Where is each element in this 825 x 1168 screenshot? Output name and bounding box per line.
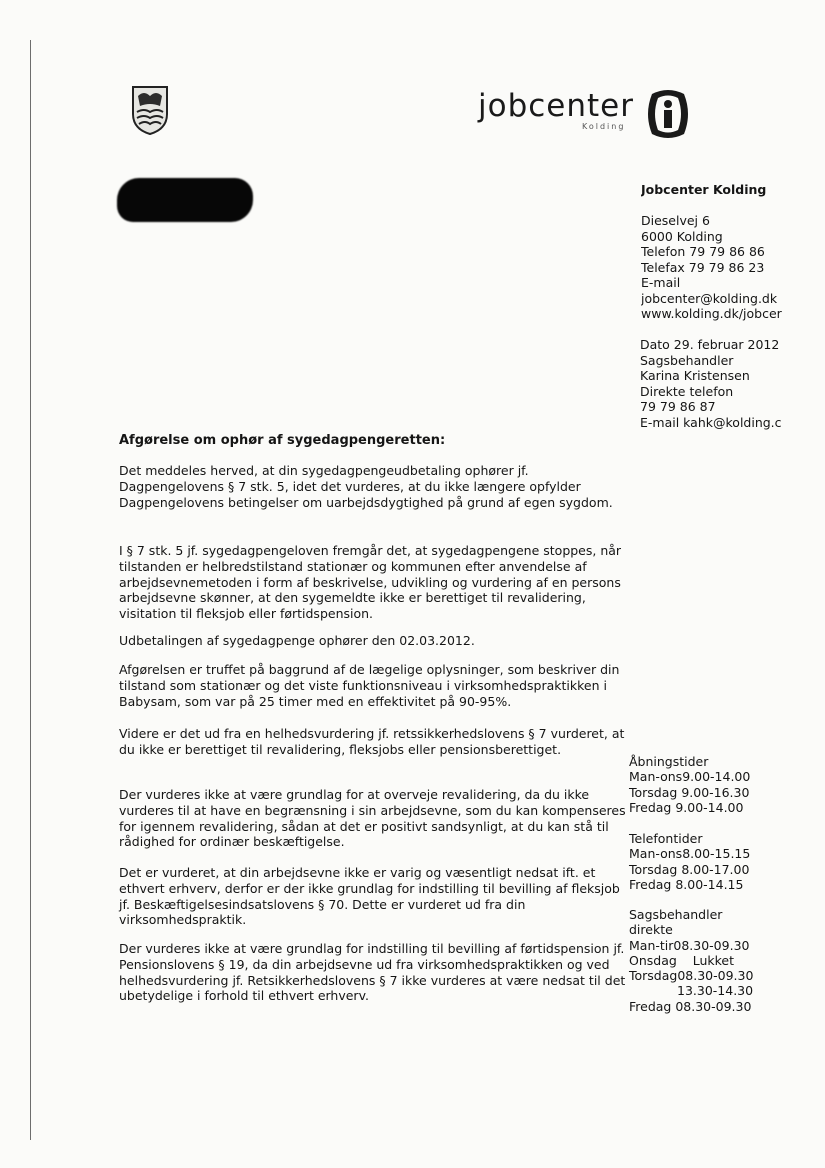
caseworker-hours-row: Man-tir08.30-09.30 (629, 937, 750, 953)
opening-hours-title: Åbningstider (629, 754, 709, 769)
caseworker-hours-title: Sagsbehandler (629, 907, 723, 922)
opening-hours (629, 754, 825, 815)
caseworker-hours-row: Onsdag Lukket (629, 952, 734, 968)
caseworker-hours-row: Fredag 08.30-09.30 (629, 998, 752, 1014)
opening-hours-row: Man-ons9.00-14.00 (629, 769, 751, 785)
phone-hours (629, 831, 825, 892)
caseworker-hours-row: 13.30-14.30 (677, 983, 754, 999)
paragraph-text: I § 7 stk. 5 jf. sygedagpengeloven fremgår det, at sygedagpengene stoppes, når tilstanden er helbredstilstand stationær og kommunen efter anvendelse af arbejdsevnemetoden i form af beskrivelse, udvikling og vurdering af en persons arbejdsevne skønner, at den sygemeldte ikke er berettiget til revalidering, visitation til fleksjob eller førtidspension. (119, 543, 622, 622)
paragraph-text: Videre er det ud fra en helhedsvurdering jf. retssikkerhedslovens § 7 vurderet, at du ikke er berettiget til revalidering, fleksjobs eller pensionsberettiget. (119, 726, 625, 757)
sender-fax: Telefax 79 79 86 23 (641, 259, 765, 275)
sender-contact-block (641, 182, 825, 198)
paragraph-text: Udbetalingen af sygedagpenge ophører den 02.03.2012. (119, 633, 475, 648)
phone-hours-row: Man-ons8.00-15.15 (629, 846, 751, 862)
paragraph-text: Der vurderes ikke at være grundlag for at overveje revalidering, da du ikke vurderes til at have en begrænsning i sin arbejdsevne, som du kan kompenseres for igennem revalidering, sådan at det er positivt sandsynligt, at du kan stå til rådighed for ordinær beskæftigelse. (119, 787, 626, 850)
paragraph-text: Der vurderes ikke at være grundlag for indstilling til bevilling af førtidspension jf. Pensionslovens § 19, da din arbejdsevne ud fra virksomhedspraktikken og ved helhedsvurdering jf. Retsikkerhedslovens § 7 ikke vurderes at være nedsat til det ubetydelige i forhold til ethvert erhverv. (119, 941, 626, 1004)
sender-phone: Telefon 79 79 86 86 (641, 244, 765, 259)
letter-paragraph (119, 787, 629, 850)
letter-title: Afgørelse om ophør af sygedagpengeretten: (119, 433, 446, 448)
opening-hours-row: Fredag 9.00-14.00 (629, 799, 744, 815)
scan-edge-line (30, 40, 31, 1140)
letter-paragraph (119, 662, 629, 709)
municipal-crest-icon (130, 84, 170, 136)
opening-hours-row: Torsdag 9.00-16.30 (629, 784, 750, 800)
sender-email: jobcenter@kolding.dk (641, 290, 778, 306)
caseworker-hours (629, 907, 825, 1014)
letter-paragraph (119, 726, 629, 758)
sender-organization: Jobcenter Kolding (641, 182, 767, 197)
caseworker-name: Karina Kristensen (640, 368, 750, 383)
letter-paragraph (119, 941, 629, 1004)
sender-address-line: 6000 Kolding (641, 228, 723, 244)
sender-address-line: Dieselvej 6 (641, 213, 710, 228)
caseworker-hours-row: Torsdag08.30-09.30 (629, 968, 754, 984)
redacted-recipient-address (117, 178, 253, 222)
phone-hours-row: Torsdag 8.00-17.00 (629, 861, 750, 877)
paragraph-text: Det er vurderet, at din arbejdsevne ikke er varig og væsentligt nedsat ift. et ethvert erhverv, derfor er der ikke grundlag for indstilling til bevilling af fleksjob jf. Beskæftigelsesindsatslovens § 70. Dette er vurderet ud fra din virksomhedspraktik. (119, 865, 620, 928)
sender-website: www.kolding.dk/jobcer (641, 306, 782, 321)
jobcenter-logo-subtext: Kolding (582, 122, 626, 131)
letter-body (119, 433, 629, 463)
sender-address (641, 213, 825, 322)
phone-hours-row: Fredag 8.00-14.15 (629, 876, 744, 892)
letter-paragraph (119, 865, 629, 928)
letter-date: Dato 29. februar 2012 (640, 337, 780, 352)
letter-paragraph (119, 543, 629, 622)
letter-paragraph (119, 463, 629, 510)
paragraph-text: Det meddeles herved, at din sygedagpengeudbetaling ophører jf. Dagpengelovens § 7 stk. 5, idet det vurderes, at du ikke længere opfylder Dagpengelovens betingelser om uarbejdsdygtighed på grund af egen sygdom. (119, 463, 613, 510)
direct-phone-label: Direkte telefon (640, 383, 734, 399)
direct-phone: 79 79 86 87 (640, 399, 716, 414)
sender-email-label: E-mail (641, 275, 681, 290)
caseworker-label: Sagsbehandler (640, 352, 734, 368)
paragraph-text: Afgørelsen er truffet på baggrund af de lægelige oplysninger, som beskriver din tilstand som stationær og det viste funktionsniveau i virksomhedspraktikken i Babysam, som var på 25 timer med en effektivitet på 90-95%. (119, 662, 620, 709)
caseworker-hours-subtitle: direkte (629, 922, 673, 938)
phone-hours-title: Telefontider (629, 831, 703, 846)
jobcenter-info-icon (644, 88, 692, 140)
caseworker-email: E-mail kahk@kolding.c (640, 414, 782, 430)
jobcenter-logo-text: jobcenter (478, 88, 634, 124)
letter-meta (640, 337, 824, 430)
letter-paragraph (119, 633, 629, 649)
